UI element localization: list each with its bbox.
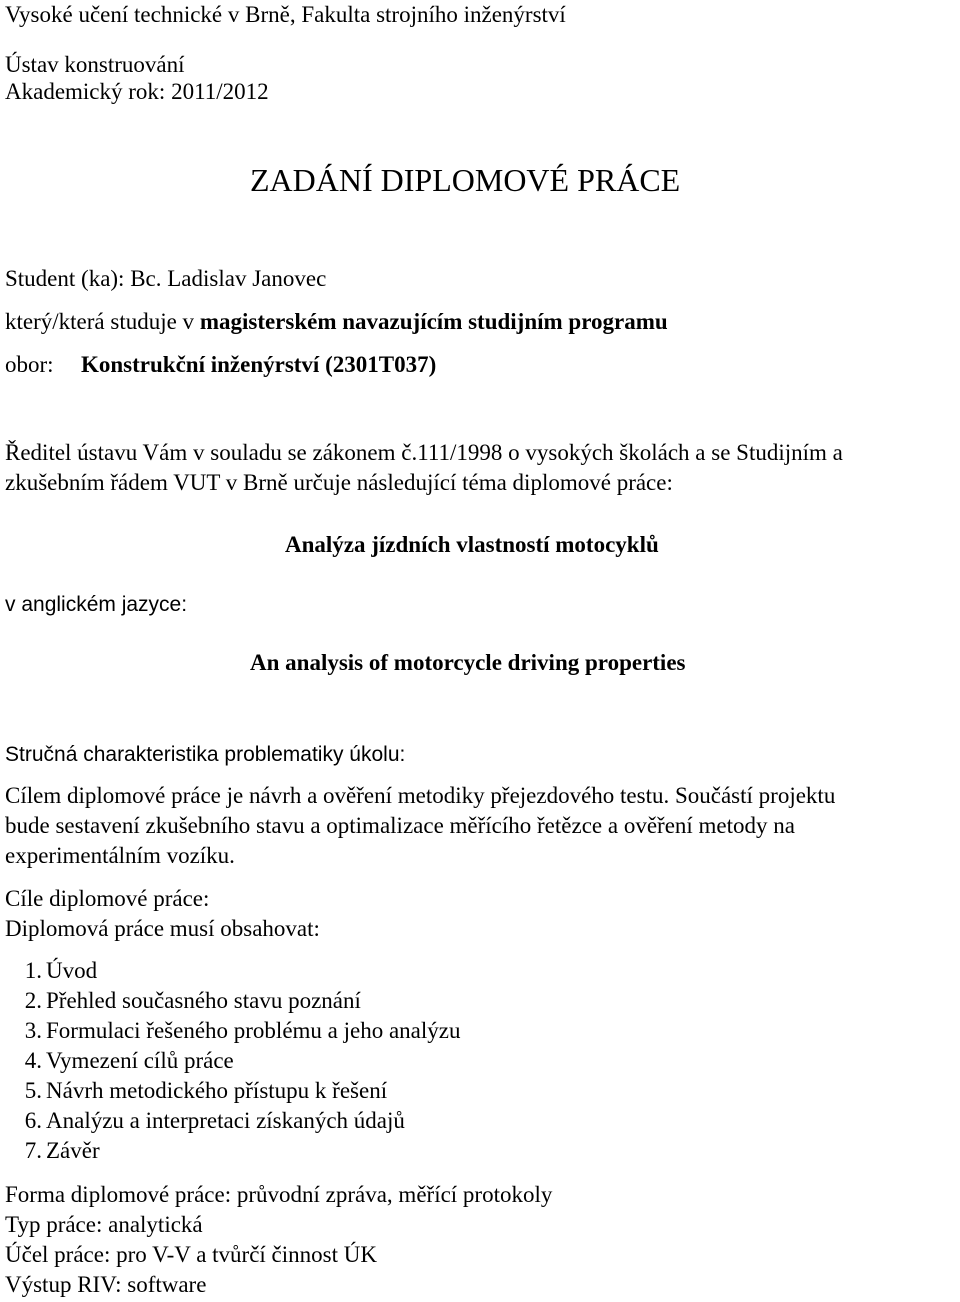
list-number: 7.: [24, 1138, 42, 1163]
topic-czech: Analýza jízdních vlastností motocyklů: [285, 532, 659, 557]
list-number: 2.: [24, 988, 42, 1013]
thesis-type: Typ práce: analytická: [5, 1212, 203, 1237]
university-name: Vysoké učení technické v Brně, Fakulta strojního inženýrství: [5, 2, 566, 27]
list-text: Přehled současného stavu poznání: [46, 988, 361, 1013]
list-text: Vymezení cílů práce: [46, 1048, 234, 1073]
characteristics-line-1: Cílem diplomové práce je návrh a ověření metodiky přejezdového testu. Součástí projektu: [5, 783, 836, 808]
list-item: [0, 1016, 461, 1046]
program-prefix: který/která studuje v: [5, 309, 195, 334]
academic-year: Akademický rok: 2011/2012: [5, 79, 269, 104]
intro-line-1: Ředitel ústavu Vám v souladu se zákonem č.111/1998 o vysokých školách a se Studijním a: [5, 440, 843, 465]
list-text: Analýzu a interpretaci získaných údajů: [46, 1108, 405, 1133]
list-item: [0, 986, 361, 1016]
list-number: 6.: [24, 1108, 42, 1133]
institute-name: Ústav konstruování: [5, 52, 185, 77]
list-number: 4.: [24, 1048, 42, 1073]
list-item: [0, 1136, 100, 1166]
field-line: [5, 350, 436, 380]
list-item: [0, 956, 97, 986]
riv-output: Výstup RIV: software: [5, 1272, 207, 1297]
student-line: [5, 264, 326, 294]
characteristics-label: Stručná charakteristika problematiky úkolu:: [5, 743, 406, 766]
thesis-form: Forma diplomové práce: průvodní zpráva, měřící protokoly: [5, 1182, 553, 1207]
list-text: Návrh metodického přístupu k řešení: [46, 1078, 388, 1103]
list-item: [0, 1106, 405, 1136]
topic-english: An analysis of motorcycle driving properties: [250, 650, 686, 675]
list-number: 1.: [24, 958, 42, 983]
list-item: [0, 1076, 387, 1106]
list-text: Úvod: [46, 958, 98, 983]
goals-label: Cíle diplomové práce:: [5, 886, 210, 911]
student-name: Bc. Ladislav Janovec: [130, 266, 327, 291]
intro-line-2: zkušebním řádem VUT v Brně určuje následující téma diplomové práce:: [5, 470, 673, 495]
must-contain-label: Diplomová práce musí obsahovat:: [5, 916, 320, 941]
page-title: ZADÁNÍ DIPLOMOVÉ PRÁCE: [250, 162, 681, 198]
list-number: 5.: [24, 1078, 42, 1103]
program-name: magisterském navazujícím studijním programu: [199, 309, 668, 334]
list-number: 3.: [24, 1018, 42, 1043]
list-item: [0, 1046, 234, 1076]
field-label: obor:: [5, 352, 54, 377]
list-text: Formulaci řešeného problému a jeho analýzu: [46, 1018, 461, 1043]
program-line: [5, 307, 668, 337]
thesis-purpose: Účel práce: pro V-V a tvůrčí činnost ÚK: [5, 1242, 377, 1267]
characteristics-line-2: bude sestavení zkušebního stavu a optimalizace měřícího řetězce a ověření metody na: [5, 813, 795, 838]
english-label: v anglickém jazyce:: [5, 593, 188, 616]
student-label: Student (ka):: [5, 266, 125, 291]
list-text: Závěr: [46, 1138, 100, 1163]
characteristics-line-3: experimentálním vozíku.: [5, 843, 235, 868]
field-name: Konstrukční inženýrství (2301T037): [81, 352, 437, 377]
